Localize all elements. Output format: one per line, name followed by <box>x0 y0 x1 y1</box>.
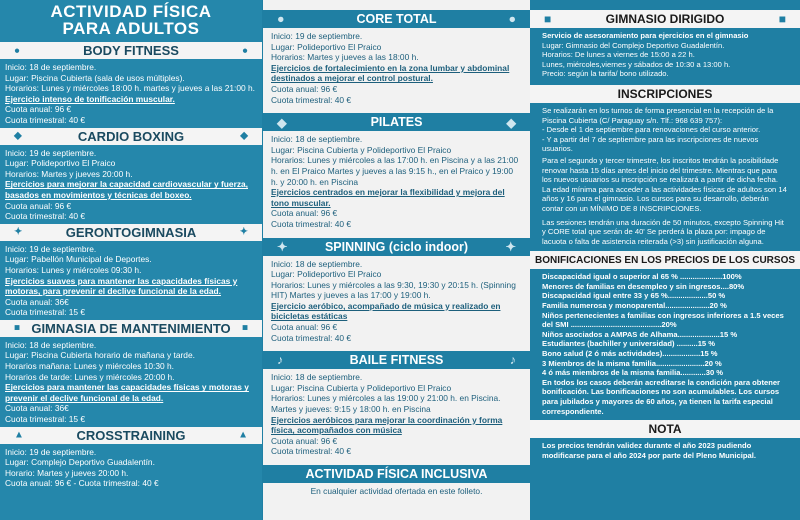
baile-info: Inicio: 18 de septiembre. Lugar: Piscina Cubierta y Polideportivo El Praico Horarios: Lunes y miércoles a las 19:00 y 21:00 h. en Piscina. Martes y jueves: 9:15 y 18:00 h. en Piscina Ejercicios aeróbicos para mejorar la coordinación y forma física, acompañados con música Cuota anual: 96 € Cuota trimestral: 40 € <box>271 372 503 457</box>
treadmill-icon: ■ <box>778 12 786 26</box>
section-pilates-header: ◆ PILATES ◆ <box>263 113 530 131</box>
pilates-info: Inicio: 18 de septiembre. Lugar: Piscina Cubierta y Polideportivo El Praico Horarios: Lunes y miércoles a las 17:00 h. en Piscina y a las 21:00 h. en El Praico Martes y jueves a las 9:15 h., en el Praico y 19:00 h. y 20:00 h. en Piscina Ejercicios centrados en mejorar la flexibilidad y mejora del tono muscular. Cuota anual: 96 € Cuota trimestral: 40 € <box>271 134 519 229</box>
cardio-boxing-info: Inicio: 19 de septiembre. Lugar: Polideportivo El Praico Horarios: Martes y jueves 20:00 h. Ejercicios para mejorar la capacidad cardiovascular y fuerza, basados en movimientos y técnicas del boxeo. Cuota anual: 96 € Cuota trimestral: 40 € <box>5 147 248 222</box>
core-icon: ● <box>277 12 285 26</box>
bike-icon: ✦ <box>505 240 516 254</box>
section-mantenimiento-header: ■ GIMNASIA DE MANTENIMIENTO ■ <box>0 320 262 337</box>
core-icon: ● <box>508 12 516 26</box>
dumbbell-icon: ■ <box>14 322 21 334</box>
pilates-icon: ◆ <box>277 115 287 130</box>
spinning-info: Inicio: 18 de septiembre. Lugar: Polideportivo El Praico Horarios: Lunes y miércoles a las 9:30, 19:30 y 20:15 h. (Spinning HIT) Martes y jueves a las 17:00 y 19:00 h. Ejercicio aeróbico, acompañado de música y realizado en bicicletas estáticas Cuota anual: 96 € Cuota trimestral: 40 € <box>271 258 516 343</box>
section-body-fitness-header: ● BODY FITNESS ● <box>0 42 262 59</box>
section-baile-header: ♪ BAILE FITNESS ♪ <box>263 351 530 369</box>
nota-info: Los precios tendrán validez durante el año 2023 pudiendo modificarse para el año 2024 por parte del Pleno Municipal. <box>542 441 756 460</box>
page-title: ACTIVIDAD FÍSICA PARA ADULTOS <box>50 2 212 38</box>
arm-icon: ● <box>14 45 21 56</box>
gerontogimnasia-info: Inicio: 19 de septiembre. Lugar: Pabellón Municipal de Deportes. Horarios: Lunes y miércoles 09:30 h. Ejercicios suaves para mantener las capacidades físicas y motoras, para prevenir el declive funcional de la edad. Cuota anual: 36€ Cuota trimestral: 15 € <box>5 243 238 318</box>
section-crosstraining-header: ▲ CROSSTRAINING ▲ <box>0 427 262 444</box>
core-info: Inicio: 19 de septiembre. Lugar: Polideportivo El Praico Horarios: Martes y jueves a las 18:00 h. Ejercicios de fortalecimiento en la zona lumbar y abdominal destinados a mejorar el control postural. Cuota anual: 96 € Cuota trimestral: 40 € <box>271 31 510 105</box>
mantenimiento-info: Inicio: 18 de septiembre. Lugar: Piscina Cubierta horario de mañana y tarde. Horarios mañana: Lunes y miércoles 10:30 h. Horarios de tarde: Lunes y miércoles 20:00 h. Ejercicios para mantener las capacidades físicas y motoras y prevenir el declive funcional de la edad. Cuota anual: 36€ Cuota trimestral: 15 € <box>5 339 249 425</box>
dance-icon: ♪ <box>509 353 516 368</box>
section-inscripciones-header: INSCRIPCIONES <box>530 85 800 103</box>
column-middle <box>263 0 530 520</box>
kettlebell-icon: ▲ <box>14 429 24 441</box>
section-gerontogimnasia-header: ✦ GERONTOGIMNASIA ✦ <box>0 224 262 241</box>
column-left <box>0 0 262 520</box>
crosstraining-info: Inicio: 19 de septiembre. Lugar: Complejo Deportivo Guadalentín. Horario: Martes y jueves 20:00 h. Cuota anual: 96 € - Cuota trimestral: 40 € <box>5 446 159 489</box>
section-core-header: ● CORE TOTAL ● <box>263 10 530 28</box>
treadmill-icon: ■ <box>544 12 552 26</box>
bike-icon: ✦ <box>277 240 288 254</box>
exercise-icon: ✦ <box>14 226 23 238</box>
inclusiva-info: En cualquier actividad ofertada en este folleto. <box>310 486 483 496</box>
dance-icon: ♪ <box>277 353 284 368</box>
dumbbell-icon: ■ <box>241 322 248 334</box>
inscripciones-info: Se realizarán en los turnos de forma presencial en la recepción de la Piscina Cubierta (C/ Paraguay s/n. Tlf.: 968 639 757): - Desde el 1 de septiembre para renovaciones del curso anterior. - Y a partir del 7 de septiembre para las inscripciones de nuevos usuarios. Para el segundo y tercer trimestre, los inscritos tendrán la posibilidade renovar hasta 15 días antes del inicio del trimestre. Mientras que para los nuevos usuarios su inscripción se realizará a partir de dicha fecha. La edad mínima para acceder a las actividades físicas de adultos son 14 años y 16 para el gimnasio. Los cursos para su desarrollo, deberán contar con un MÍNIMO DE 8 INSCRIPCIONES. Las sesiones tendrán una duración de 50 minutos, excepto Spinning Hit y CORE total que serán de 40' Se perderá la plaza por: impago de lacuota o falta de asistencia reiterada (>3) sin justificación alguna. <box>542 105 787 246</box>
section-cardio-boxing-header: ◆ CARDIO BOXING ◆ <box>0 128 262 145</box>
exercise-icon: ✦ <box>239 226 248 238</box>
column-right <box>530 0 800 520</box>
section-nota-header: NOTA <box>530 420 800 438</box>
body-fitness-info: Inicio: 18 de septiembre. Lugar: Piscina Cubierta (sala de usos múltiples). Horarios: Lunes y miércoles 18:00 h. martes y jueves a las 21:00 h. Ejercicio intenso de tonificación muscular. Cuota anual: 96 € Cuota trimestral: 40 € <box>5 62 255 125</box>
section-gimnasio-header: ■ GIMNASIO DIRIGIDO ■ <box>530 10 800 28</box>
kettlebell-icon: ▲ <box>238 429 248 441</box>
section-spinning-header: ✦ SPINNING (ciclo indoor) ✦ <box>263 238 530 256</box>
bonificaciones-list: Discapacidad igual o superior al 65 % ....................100% Menores de familias en desempleo y sin ingresos....80% Discapacidad igual entre 33 y 65 %...................50 % Familia numerosa y monoparental.....................20 % Niños pertenecientes a familias con ingresos inferiores a 1.5 veces del SMI ...........................................20% Niños asociados a AMPAS de Alhama....................15 % Estudiantes (bachiller y universidad) ..........15 % Bono salud (2 ó más actividades)..................15 % 3 Miembros de la misma familia.......................20 % 4 ó más miembros de la misma familia............30 % En todos los casos deberán acreditarse la condición para obtener bonificación. Las bonificaciones no son acumulables. Los cursos para jubilados y mayores de 60 años, ya tienen la tarifa especial correspondiente. <box>542 272 784 416</box>
boxing-glove-icon: ◆ <box>240 130 248 142</box>
pilates-icon: ◆ <box>506 115 516 130</box>
arm-icon: ● <box>241 45 248 56</box>
section-bonificaciones-header: BONIFICACIONES EN LOS PRECIOS DE LOS CURSOS <box>530 251 800 269</box>
gimnasio-info: Servicio de asesoramiento para ejercicios en el gimnasio Lugar: Gimnasio del Complejo Deportivo Guadalentín. Horarios: De lunes a viernes de 15:00 a 22 h. Lunes, miércoles,viernes y sábados de 10:30 a 13:00 h. Precio: según la tarifa/ bono utilizado. <box>542 31 749 79</box>
section-inclusiva-header: ACTIVIDAD FÍSICA INCLUSIVA <box>263 465 530 483</box>
boxing-glove-icon: ◆ <box>14 130 22 142</box>
